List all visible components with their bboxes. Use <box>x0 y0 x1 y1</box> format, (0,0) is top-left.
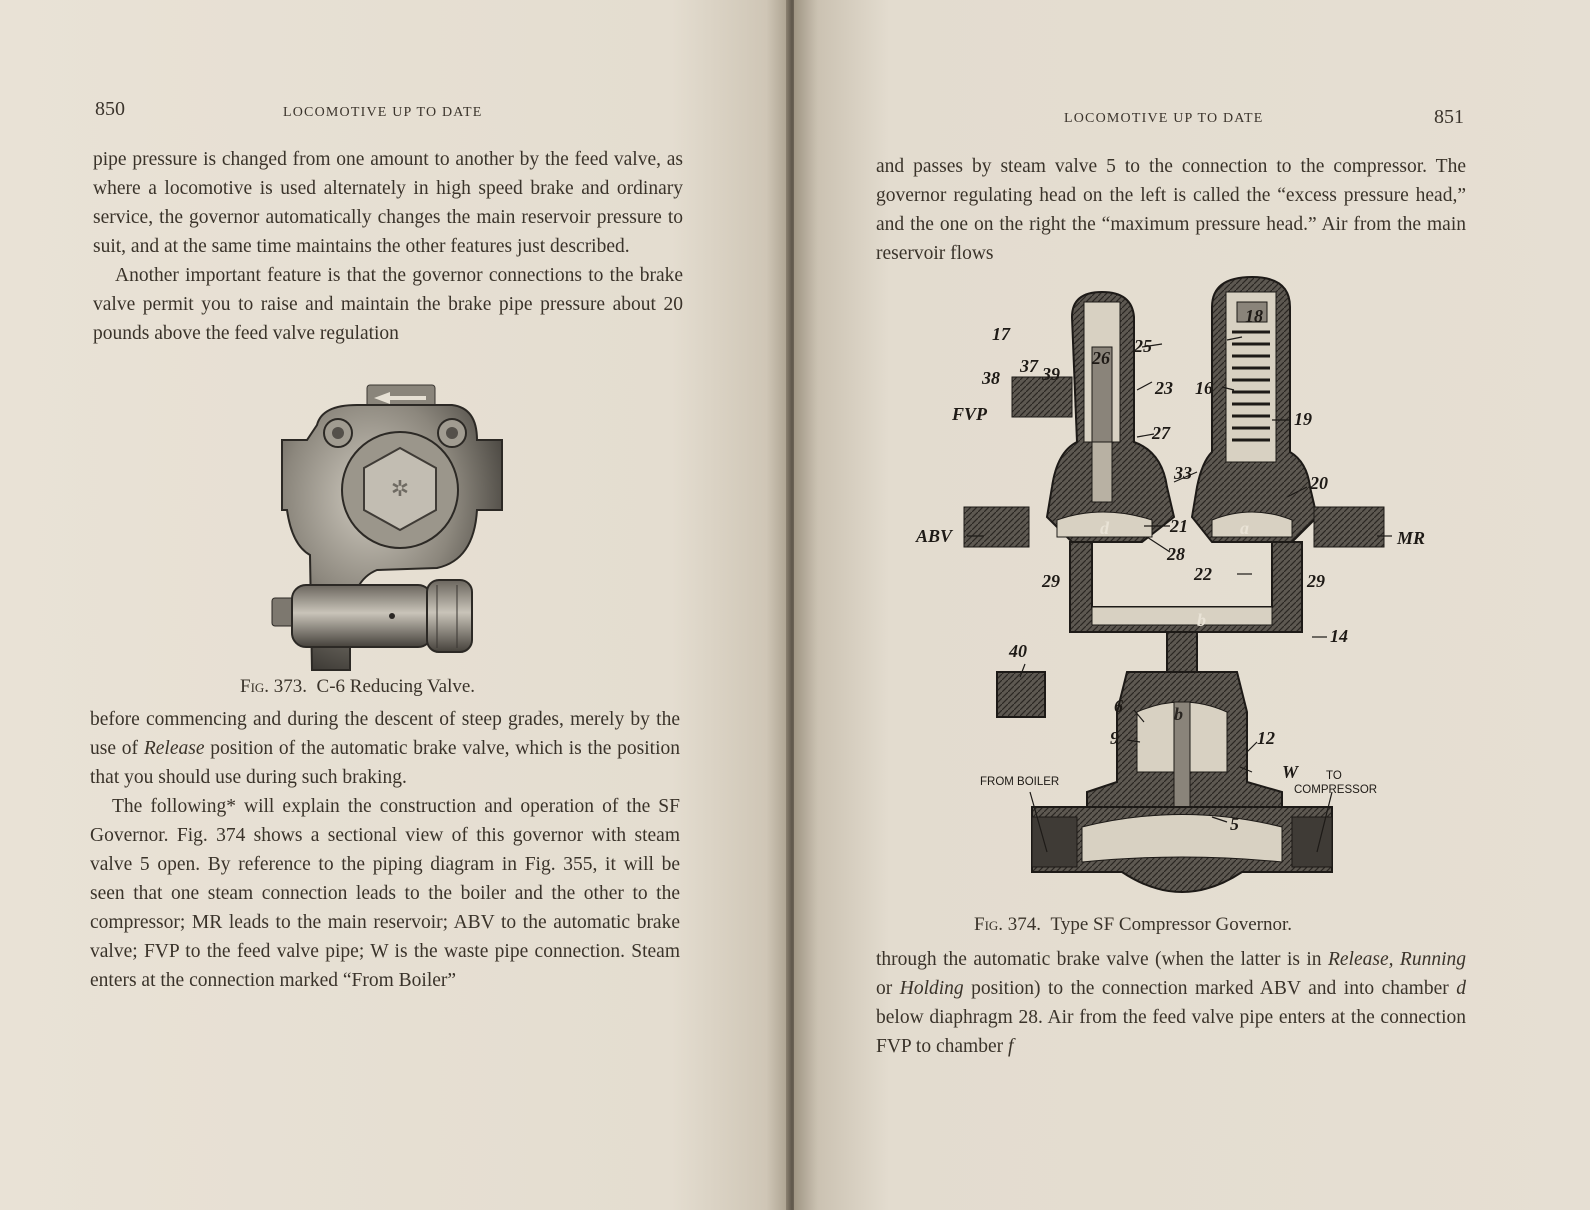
governor-sectional-diagram <box>912 272 1442 912</box>
text-run: through the automatic brake valve (when the latter is in <box>876 949 1328 970</box>
label-28: 28 <box>1167 544 1185 564</box>
paragraph: Another important feature is that the governor connections to the brake valve permit you to raise and maintain the brake pipe pressure about 20 pounds above the feed valve regulation <box>93 265 683 344</box>
left-page <box>0 0 790 1210</box>
label-12: 12 <box>1257 728 1275 748</box>
italic-text: f <box>1007 1036 1014 1057</box>
italic-text: d <box>1456 978 1466 999</box>
label-19: 19 <box>1294 409 1312 429</box>
figure-374-caption <box>974 914 1292 936</box>
label-37: 37 <box>1020 356 1038 376</box>
label-abv: ABV <box>916 526 953 546</box>
text-block-bottom <box>876 945 1466 1061</box>
figure-label: Fig. 374. <box>974 914 1042 935</box>
right-page <box>794 0 1590 1210</box>
label-fvp: FVP <box>952 404 988 424</box>
label-14: 14 <box>1330 626 1348 646</box>
label-18: 18 <box>1245 306 1263 326</box>
figure-title: C-6 Reducing Valve. <box>316 676 476 697</box>
label-33: 33 <box>1174 463 1192 483</box>
label-compressor: COMPRESSOR <box>1294 784 1378 796</box>
label-from-boiler: FROM BOILER <box>980 776 1060 788</box>
paragraph: The following* will explain the construction and operation of the SF Governor. Fig. 374 shows a sectional view of this governor with steam valve 5 open. By reference to the piping diagram in Fig. 355, it will be seen that one steam connection leads to the boiler and the other to the compressor; MR leads to the main reservoir; ABV to the automatic brake valve; FVP to the feed valve pipe; W is the waste pipe connection. Steam enters at the connection marked “From Boiler” <box>90 796 680 991</box>
label-a: a <box>1240 518 1249 538</box>
figure-title: Type SF Compressor Governor. <box>1050 914 1292 935</box>
label-b-upper: b <box>1197 610 1206 630</box>
label-b-lower: b <box>1174 704 1183 724</box>
label-38: 38 <box>982 368 1000 388</box>
label-16: 16 <box>1195 378 1213 398</box>
label-17: 17 <box>992 324 1010 344</box>
label-26: 26 <box>1092 348 1110 368</box>
text-block-top <box>93 145 683 348</box>
reducing-valve-illustration <box>262 380 512 680</box>
page-number: 850 <box>95 98 125 120</box>
label-27: 27 <box>1152 423 1170 443</box>
label-9: 9 <box>1110 728 1119 748</box>
label-mr: MR <box>1397 528 1426 548</box>
paragraph <box>876 945 1466 1061</box>
running-title: LOCOMOTIVE UP TO DATE <box>283 105 483 120</box>
italic-text: Release, Running <box>1327 949 1467 970</box>
figure-373-caption <box>240 676 475 698</box>
text-run: below diaphragm 28. Air from the feed valve pipe enters at the connection FVP to chamber <box>876 1007 1466 1057</box>
page-number: 851 <box>1434 106 1464 128</box>
label-25: 25 <box>1134 336 1152 356</box>
label-5: 5 <box>1230 814 1239 834</box>
svg-text:✲: ✲ <box>390 477 410 502</box>
label-39: 39 <box>1042 364 1060 384</box>
label-6: 6 <box>1114 696 1123 716</box>
italic-text: Holding <box>899 978 964 999</box>
label-40: 40 <box>1009 641 1027 661</box>
label-29-right: 29 <box>1307 571 1325 591</box>
label-29-left: 29 <box>1042 571 1060 591</box>
text-run: or <box>876 978 900 999</box>
label-23: 23 <box>1155 378 1173 398</box>
label-21: 21 <box>1170 516 1188 536</box>
text-block-bottom <box>90 705 680 995</box>
label-22: 22 <box>1194 564 1212 584</box>
label-w: W <box>1282 762 1299 782</box>
running-title: LOCOMOTIVE UP TO DATE <box>1064 111 1264 126</box>
italic-text: Release <box>143 738 205 759</box>
text-run: before commencing and during the descent of steep grades, merely by the use of <box>90 709 680 759</box>
paragraph <box>90 705 680 792</box>
label-20: 20 <box>1310 473 1328 493</box>
text-run: position of the automatic brake valve, which is the position that you should use during such braking. <box>90 738 680 788</box>
text-run: position) to the connection marked ABV and into chamber <box>963 978 1457 999</box>
text-block-top <box>876 152 1466 268</box>
paragraph: pipe pressure is changed from one amount to another by the feed valve, as where a locomotive is used alternately in high speed brake and ordinary service, the governor automatically changes the main reservoir pressure to suit, and at the same time maintains the other features just described. <box>93 149 683 257</box>
figure-label: Fig. 373. <box>240 676 308 697</box>
label-to: TO <box>1326 770 1342 782</box>
label-d: d <box>1100 518 1109 538</box>
paragraph: and passes by steam valve 5 to the connection to the compressor. The governor regulating head on the left is called the “excess pressure head,” and the one on the right the “maximum pressure head.” Air from the main reservoir flows <box>876 156 1466 264</box>
